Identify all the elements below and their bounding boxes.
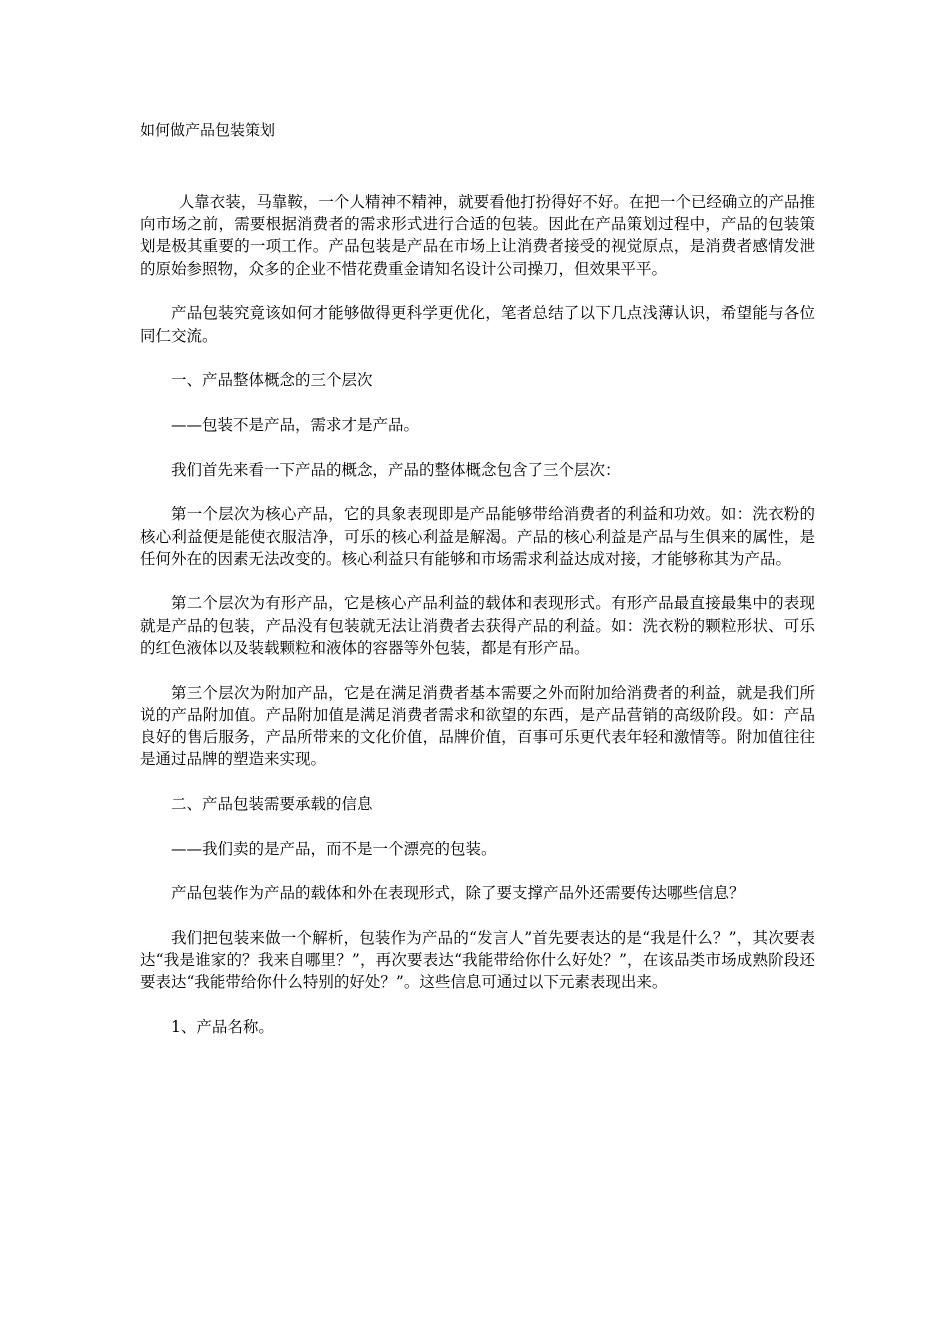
paragraph-level-3: 第三个层次为附加产品，它是在满足消费者基本需要之外而附加给消费者的利益，就是我们所说的产品附加值。产品附加值是满足消费者需求和欲望的东西，是产品营销的高级阶段。如：产品良好的售后服务，产品所带来的文化价值，品牌价值，百事可乐更代表年轻和激情等。附加值往往是通过品牌的塑造来实现。 <box>140 683 815 769</box>
paragraph-intro: 人靠衣装，马靠鞍，一个人精神不精神，就要看他打扮得好不好。在把一个已经确立的产品推向市场之前，需要根据消费者的需求形式进行合适的包装。因此在产品策划过程中，产品的包装策划是极其重要的一项工作。产品包装是产品在市场上让消费者接受的视觉原点，是消费者感情发泄的原始参照物，众多的企业不惜花费重金请知名设计公司操刀，但效果平平。 <box>140 193 815 278</box>
paragraph-purpose: 产品包装究竟该如何才能够做得更科学更优化，笔者总结了以下几点浅薄认识，希望能与各位同仁交流。 <box>140 304 815 345</box>
section-subtitle-1: ——包装不是产品，需求才是产品。 <box>171 415 420 434</box>
section-heading-2: 二、产品包装需要承载的信息 <box>171 794 373 813</box>
paragraph-concept: 我们首先来看一下产品的概念，产品的整体概念包含了三个层次： <box>171 460 621 479</box>
list-item-product-name: 1、产品名称。 <box>171 1018 274 1037</box>
document-body <box>140 191 815 1061</box>
paragraph-level-2: 第二个层次为有形产品，它是核心产品利益的载体和表现形式。有形产品最直接最集中的表现就是产品的包装，产品没有包装就无法让消费者去获得产品的利益。如：洗衣粉的颗粒形状、可乐的红色液体以及装载颗粒和液体的容器等外包装，都是有形产品。 <box>140 594 815 657</box>
document-title: 如何做产品包装策划 <box>140 121 276 139</box>
paragraph-level-1: 第一个层次为核心产品，它的具象表现即是产品能够带给消费者的利益和功效。如：洗衣粉的核心利益便是能使衣服洁净，可乐的核心利益是解渴。产品的核心利益是产品与生俱来的属性，是任何外在的因素无法改变的。核心利益只有能够和市场需求利益达成对接，才能够称其为产品。 <box>140 505 815 568</box>
section-subtitle-2: ——我们卖的是产品，而不是一个漂亮的包装。 <box>171 839 497 858</box>
section-heading-1: 一、产品整体概念的三个层次 <box>171 371 373 390</box>
paragraph-question: 产品包装作为产品的载体和外在表现形式，除了要支撑产品外还需要传达哪些信息？ <box>171 884 745 903</box>
paragraph-analysis: 我们把包装来做一个解析，包装作为产品的“发言人”首先要表达的是“我是什么？”，其次要表达“我是谁家的？我来自哪里？”，再次要表达“我能带给你什么好处？”，在该品类市场成熟阶段还要表达“我能带给你什么特别的好处？”。这些信息可通过以下元素表现出来。 <box>140 928 815 992</box>
